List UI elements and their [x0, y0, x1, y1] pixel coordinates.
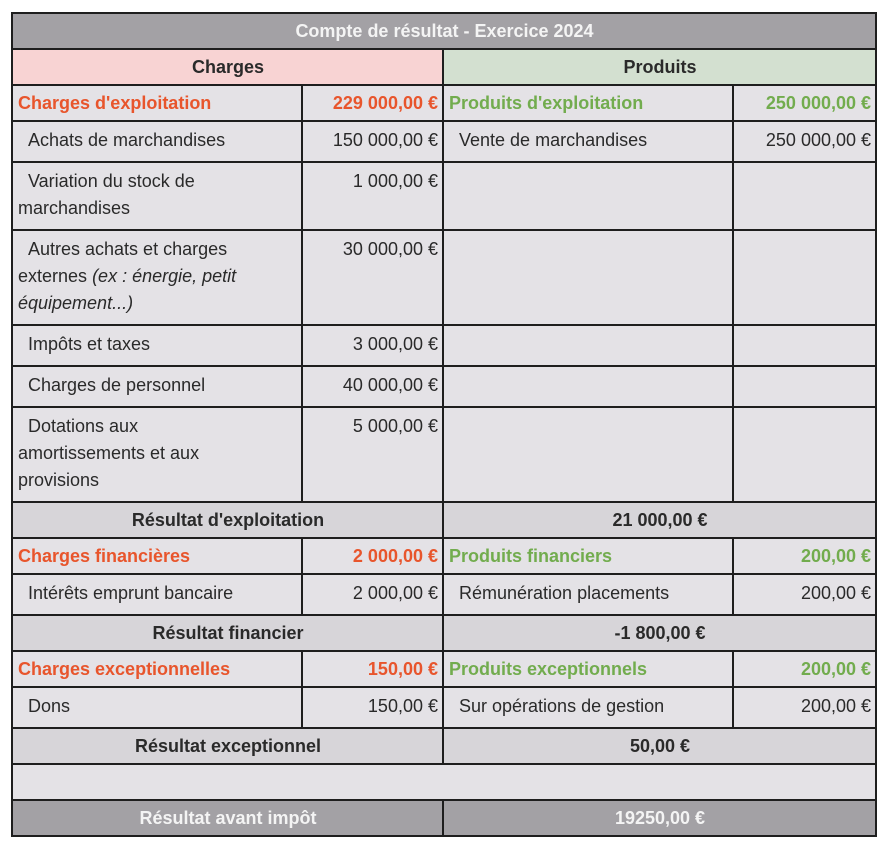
- empty-cell: [443, 230, 733, 325]
- resultat-exploitation-label: Résultat d'exploitation: [12, 502, 443, 538]
- charges-exploitation-total: 229 000,00 €: [302, 85, 443, 121]
- charge-item-label: Charges de personnel: [12, 366, 302, 407]
- charges-financieres-label: Charges financières: [12, 538, 302, 574]
- empty-cell: [733, 162, 876, 230]
- charges-financieres-total: 2 000,00 €: [302, 538, 443, 574]
- charge-item-amount: 3 000,00 €: [302, 325, 443, 366]
- charges-exploitation-label: Charges d'exploitation: [12, 85, 302, 121]
- produit-item-label: Sur opérations de gestion: [443, 687, 733, 728]
- charge-item-amount: 150,00 €: [302, 687, 443, 728]
- spacer-row: [12, 764, 876, 800]
- table-title: Compte de résultat - Exercice 2024: [12, 13, 876, 49]
- table-row: [12, 574, 876, 615]
- produits-exploitation-total: 250 000,00 €: [733, 85, 876, 121]
- financier-category-row: [12, 538, 876, 574]
- empty-cell: [733, 325, 876, 366]
- produits-exceptionnels-label: Produits exceptionnels: [443, 651, 733, 687]
- header-row: [12, 49, 876, 85]
- table-row: [12, 407, 876, 502]
- table-row: [12, 325, 876, 366]
- exceptionnel-category-row: [12, 651, 876, 687]
- title-row: [12, 13, 876, 49]
- produits-exceptionnels-total: 200,00 €: [733, 651, 876, 687]
- empty-cell: [443, 407, 733, 502]
- result-row: [12, 728, 876, 764]
- empty-cell: [443, 366, 733, 407]
- resultat-financier-value: -1 800,00 €: [443, 615, 876, 651]
- charge-item-amount: 150 000,00 €: [302, 121, 443, 162]
- result-row: [12, 502, 876, 538]
- table-row: [12, 366, 876, 407]
- empty-cell: [443, 162, 733, 230]
- resultat-exploitation-value: 21 000,00 €: [443, 502, 876, 538]
- charge-item-amount: 40 000,00 €: [302, 366, 443, 407]
- charge-item-amount: 2 000,00 €: [302, 574, 443, 615]
- charge-item-label: Dons: [12, 687, 302, 728]
- produits-financiers-label: Produits financiers: [443, 538, 733, 574]
- table-row: [12, 230, 876, 325]
- empty-cell: [733, 230, 876, 325]
- produit-item-label: Vente de marchandises: [443, 121, 733, 162]
- resultat-exceptionnel-label: Résultat exceptionnel: [12, 728, 443, 764]
- charge-item-label: Dotations aux amortissements et aux provisions: [12, 407, 302, 502]
- charge-item-amount: 5 000,00 €: [302, 407, 443, 502]
- produit-item-amount: 200,00 €: [733, 687, 876, 728]
- resultat-avant-impot-value: 19250,00 €: [443, 800, 876, 836]
- charge-item-label: Impôts et taxes: [12, 325, 302, 366]
- table-row: [12, 121, 876, 162]
- resultat-financier-label: Résultat financier: [12, 615, 443, 651]
- table-row: [12, 687, 876, 728]
- empty-cell: [12, 764, 876, 800]
- produits-exploitation-label: Produits d'exploitation: [443, 85, 733, 121]
- final-result-row: [12, 800, 876, 836]
- charges-header: Charges: [12, 49, 443, 85]
- exploitation-category-row: [12, 85, 876, 121]
- charges-exceptionnelles-label: Charges exceptionnelles: [12, 651, 302, 687]
- empty-cell: [733, 407, 876, 502]
- result-row: [12, 615, 876, 651]
- charge-item-label: Autres achats et charges externes (ex : énergie, petit équipement...): [12, 230, 302, 325]
- produit-item-label: Rémunération placements: [443, 574, 733, 615]
- income-statement-table: [11, 12, 877, 837]
- charge-item-amount: 1 000,00 €: [302, 162, 443, 230]
- produit-item-amount: 200,00 €: [733, 574, 876, 615]
- produit-item-amount: 250 000,00 €: [733, 121, 876, 162]
- resultat-exceptionnel-value: 50,00 €: [443, 728, 876, 764]
- empty-cell: [443, 325, 733, 366]
- produits-header: Produits: [443, 49, 876, 85]
- charge-item-amount: 30 000,00 €: [302, 230, 443, 325]
- charge-item-label: Intérêts emprunt bancaire: [12, 574, 302, 615]
- charges-exceptionnelles-total: 150,00 €: [302, 651, 443, 687]
- produits-financiers-total: 200,00 €: [733, 538, 876, 574]
- table-row: [12, 162, 876, 230]
- resultat-avant-impot-label: Résultat avant impôt: [12, 800, 443, 836]
- empty-cell: [733, 366, 876, 407]
- charge-item-label: Variation du stock de marchandises: [12, 162, 302, 230]
- charge-item-label: Achats de marchandises: [12, 121, 302, 162]
